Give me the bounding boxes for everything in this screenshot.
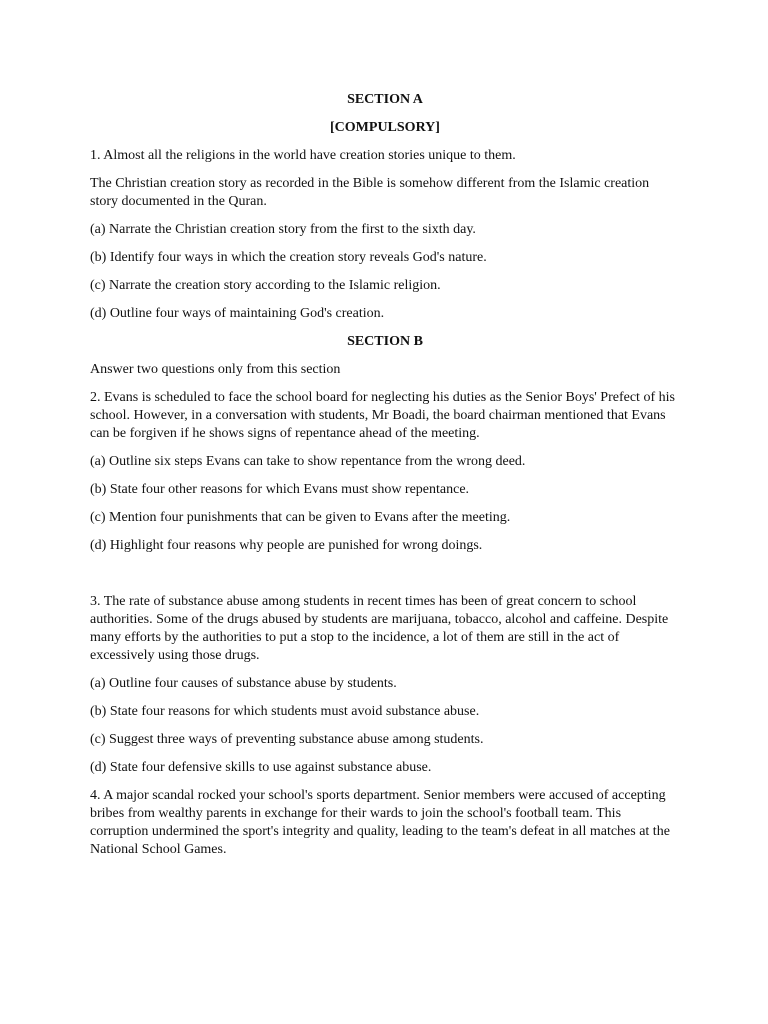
- exam-document: [90, 91, 680, 869]
- question-2-part-d: (d) Highlight four reasons why people are punished for wrong doings.: [90, 538, 483, 553]
- question-1-part-a: (a) Narrate the Christian creation story from the first to the sixth day.: [90, 222, 476, 237]
- question-2-part-b: (b) State four other reasons for which Evans must show repentance.: [90, 482, 470, 497]
- question-1-part-c: (c) Narrate the creation story according to the Islamic religion.: [90, 278, 441, 293]
- question-3-part-a: (a) Outline four causes of substance abuse by students.: [90, 676, 397, 691]
- question-2-part-a: (a) Outline six steps Evans can take to show repentance from the wrong deed.: [90, 454, 526, 469]
- question-3-stem: 3. The rate of substance abuse among students in recent times has been of great concern to school authorities. Some of the drugs abused by students are marijuana, tobacco, alcohol and caffeine. Despite many efforts by the authorities to put a stop to the incidence, a lot of them are still in the act of excessively using those drugs.: [90, 594, 669, 663]
- question-1-stem: 1. Almost all the religions in the world have creation stories unique to them.: [90, 148, 516, 163]
- section-b-instruction: Answer two questions only from this section: [90, 362, 341, 377]
- question-2-part-c: (c) Mention four punishments that can be given to Evans after the meeting.: [90, 510, 511, 525]
- question-3-part-d: (d) State four defensive skills to use against substance abuse.: [90, 760, 432, 775]
- section-b-title: SECTION B: [347, 334, 423, 349]
- question-3-part-c: (c) Suggest three ways of preventing substance abuse among students.: [90, 732, 484, 747]
- section-a-subtitle: [COMPULSORY]: [330, 120, 440, 135]
- question-2-stem: 2. Evans is scheduled to face the school board for neglecting his duties as the Senior Boys' Prefect of his school. However, in a conversation with students, Mr Boadi, the board chairman mentioned that Evans can be forgiven if he shows signs of repentance ahead of the meeting.: [90, 390, 675, 441]
- question-3-part-b: (b) State four reasons for which students must avoid substance abuse.: [90, 704, 480, 719]
- question-1-part-d: (d) Outline four ways of maintaining God's creation.: [90, 306, 385, 321]
- section-a-title: SECTION A: [347, 92, 423, 107]
- question-4-stem: 4. A major scandal rocked your school's sports department. Senior members were accused of accepting bribes from wealthy parents in exchange for their wards to join the school's football team. This corruption undermined the sport's integrity and quality, leading to the team's defeat in all matches at the National School Games.: [90, 788, 670, 857]
- spacer: [90, 565, 680, 593]
- question-1-part-b: (b) Identify four ways in which the creation story reveals God's nature.: [90, 250, 487, 265]
- question-1-context: The Christian creation story as recorded in the Bible is somehow different from the Islamic creation story documented in the Quran.: [90, 176, 650, 209]
